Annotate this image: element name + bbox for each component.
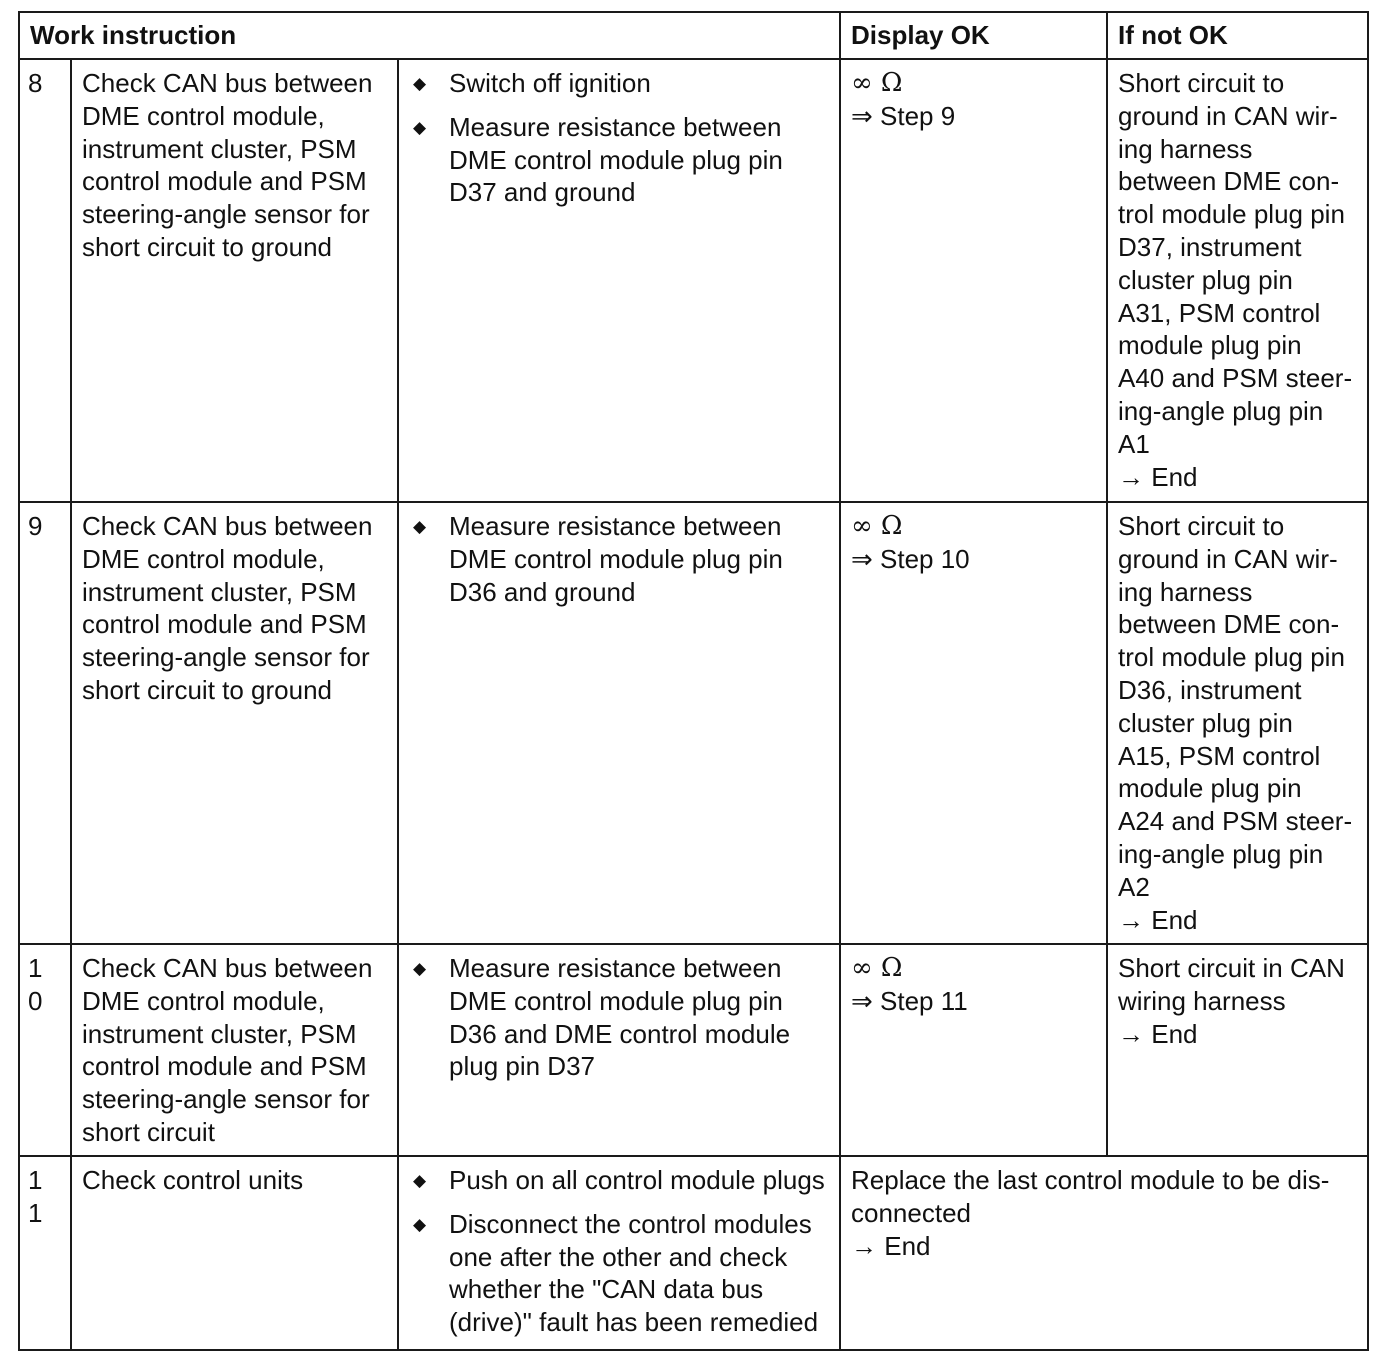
merged-result [840,1156,1368,1350]
step-number-line: 1 [28,953,43,983]
step-number [19,1156,71,1350]
check-description-line: instrument cluster, PSM [82,1018,357,1049]
if-not-ok-line: between DME con- [1118,166,1340,197]
step-number [19,502,71,944]
check-description-line: steering-angle sensor for [82,642,370,673]
display-ok-line: ∞ Ω [851,953,903,983]
if-not-ok-line: A2 [1118,871,1150,902]
table-row [19,59,1368,502]
if-not-ok-line: trol module plug pin [1118,642,1345,673]
action-list-cell [398,1156,840,1350]
merged-result-line: Replace the last control module to be dis- [851,1165,1330,1195]
check-description-line: Check control units [82,1165,304,1195]
check-description-line: short circuit [82,1116,215,1147]
check-description-line: instrument cluster, PSM [82,133,357,164]
check-description-line: steering-angle sensor for [82,1084,370,1115]
step-number-line: 1 [28,1197,43,1228]
action-list [409,67,829,209]
merged-result-line: → End [851,1230,931,1261]
if-not-ok-line: cluster plug pin [1118,707,1293,738]
action-text-line: Disconnect the control modules [449,1208,812,1239]
diamond-bullet-icon: ◆ [413,517,427,537]
check-description [71,944,398,1156]
action-text-line: D37 and ground [449,177,636,208]
action-item [409,952,829,1083]
action-text-line: plug pin D37 [449,1051,595,1082]
if-not-ok-line: Short circuit to [1118,511,1285,541]
action-text-line: Measure resistance between [449,511,782,541]
display-ok-value [840,944,1107,1156]
action-list-cell [398,502,840,944]
display-ok-line: ⇒ Step 10 [851,543,970,574]
action-list [409,510,829,608]
display-ok-value [840,502,1107,944]
action-list [409,1164,829,1339]
action-text-line: one after the other and check [449,1241,788,1272]
diamond-bullet-icon: ◆ [413,1214,427,1235]
table-row [19,1156,1368,1350]
action-item [409,67,829,100]
check-description-line: instrument cluster, PSM [82,576,357,607]
action-list-cell [398,944,840,1156]
if-not-ok-line: Short circuit in CAN [1118,953,1345,983]
action-item [409,1208,829,1339]
header-if-not-ok: If not OK [1107,12,1368,59]
step-number-line: 9 [28,511,43,541]
if-not-ok-line: ing-angle plug pin [1118,395,1324,426]
diamond-bullet-icon: ◆ [413,117,427,138]
if-not-ok-line: A24 and PSM steer- [1118,806,1353,837]
step-number [19,944,71,1156]
if-not-ok-value [1107,59,1368,502]
action-text-line: Push on all control module plugs [449,1165,825,1195]
if-not-ok-line: module plug pin [1118,773,1302,804]
if-not-ok-line: ground in CAN wir- [1118,100,1338,131]
if-not-ok-line: wiring harness [1118,985,1286,1016]
if-not-ok-line: D37, instrument [1118,231,1302,262]
check-description-line: control module and PSM [82,1051,367,1082]
action-text-line: Measure resistance between [449,111,782,142]
if-not-ok-line: D36, instrument [1118,674,1302,705]
check-description-line: short circuit to ground [82,674,333,705]
if-not-ok-line: ing-angle plug pin [1118,838,1324,869]
diamond-bullet-icon: ◆ [413,74,427,94]
action-text-line: DME control module plug pin [449,144,783,175]
step-number-line: 8 [28,68,43,98]
table-row [19,944,1368,1156]
if-not-ok-line: A1 [1118,428,1150,459]
diamond-bullet-icon: ◆ [413,1171,427,1191]
if-not-ok-value [1107,944,1368,1156]
table-row [19,502,1368,944]
action-list [409,952,829,1083]
display-ok-value [840,59,1107,502]
check-description [71,59,398,502]
check-description-line: short circuit to ground [82,231,333,262]
if-not-ok-line: module plug pin [1118,330,1302,361]
action-text-line: Switch off ignition [449,68,651,98]
if-not-ok-value [1107,502,1368,944]
check-description [71,1156,398,1350]
action-text-line: D36 and ground [449,576,636,607]
display-ok-line: ∞ Ω [851,511,903,541]
action-text-line: DME control module plug pin [449,985,783,1016]
if-not-ok-line: cluster plug pin [1118,264,1293,295]
check-description-line: Check CAN bus between [82,953,373,983]
if-not-ok-line: ing harness [1118,576,1253,607]
display-ok-line: ⇒ Step 9 [851,100,956,131]
action-item [409,1164,829,1197]
if-not-ok-line: ground in CAN wir- [1118,543,1338,574]
action-text-line: Measure resistance between [449,953,782,983]
action-text-line: D36 and DME control module [449,1018,791,1049]
diamond-bullet-icon: ◆ [413,959,427,979]
if-not-ok-line: A15, PSM control [1118,740,1321,771]
action-item [409,111,829,209]
table-header-row [19,12,1368,59]
check-description-line: control module and PSM [82,609,367,640]
if-not-ok-line: ing harness [1118,133,1253,164]
check-description-line: control module and PSM [82,166,367,197]
action-text-line: (drive)" fault has been remedied [449,1307,819,1338]
if-not-ok-line: A31, PSM control [1118,297,1321,328]
work-instruction-table [18,11,1369,1351]
check-description [71,502,398,944]
if-not-ok-line: A40 and PSM steer- [1118,363,1353,394]
action-text-line: whether the "CAN data bus [449,1274,764,1305]
check-description-line: Check CAN bus between [82,68,373,98]
check-description-line: DME control module, [82,543,325,574]
action-list-cell [398,59,840,502]
check-description-line: DME control module, [82,985,325,1016]
check-description-line: Check CAN bus between [82,511,373,541]
document-page [18,11,1369,1351]
header-display-ok: Display OK [840,12,1107,59]
check-description-line: DME control module, [82,100,325,131]
display-ok-line: ∞ Ω [851,68,903,98]
if-not-ok-line: → End [1118,904,1198,935]
check-description-line: steering-angle sensor for [82,199,370,230]
header-work-instruction: Work instruction [19,12,840,59]
display-ok-line: ⇒ Step 11 [851,985,968,1016]
if-not-ok-line: trol module plug pin [1118,199,1345,230]
step-number-line: 1 [28,1165,43,1195]
action-text-line: DME control module plug pin [449,543,783,574]
if-not-ok-line: → End [1118,461,1198,492]
if-not-ok-line: → End [1118,1018,1198,1049]
if-not-ok-line: between DME con- [1118,609,1340,640]
action-item [409,510,829,608]
step-number-line: 0 [28,985,43,1016]
step-number [19,59,71,502]
if-not-ok-line: Short circuit to [1118,68,1285,98]
merged-result-line: connected [851,1197,971,1228]
